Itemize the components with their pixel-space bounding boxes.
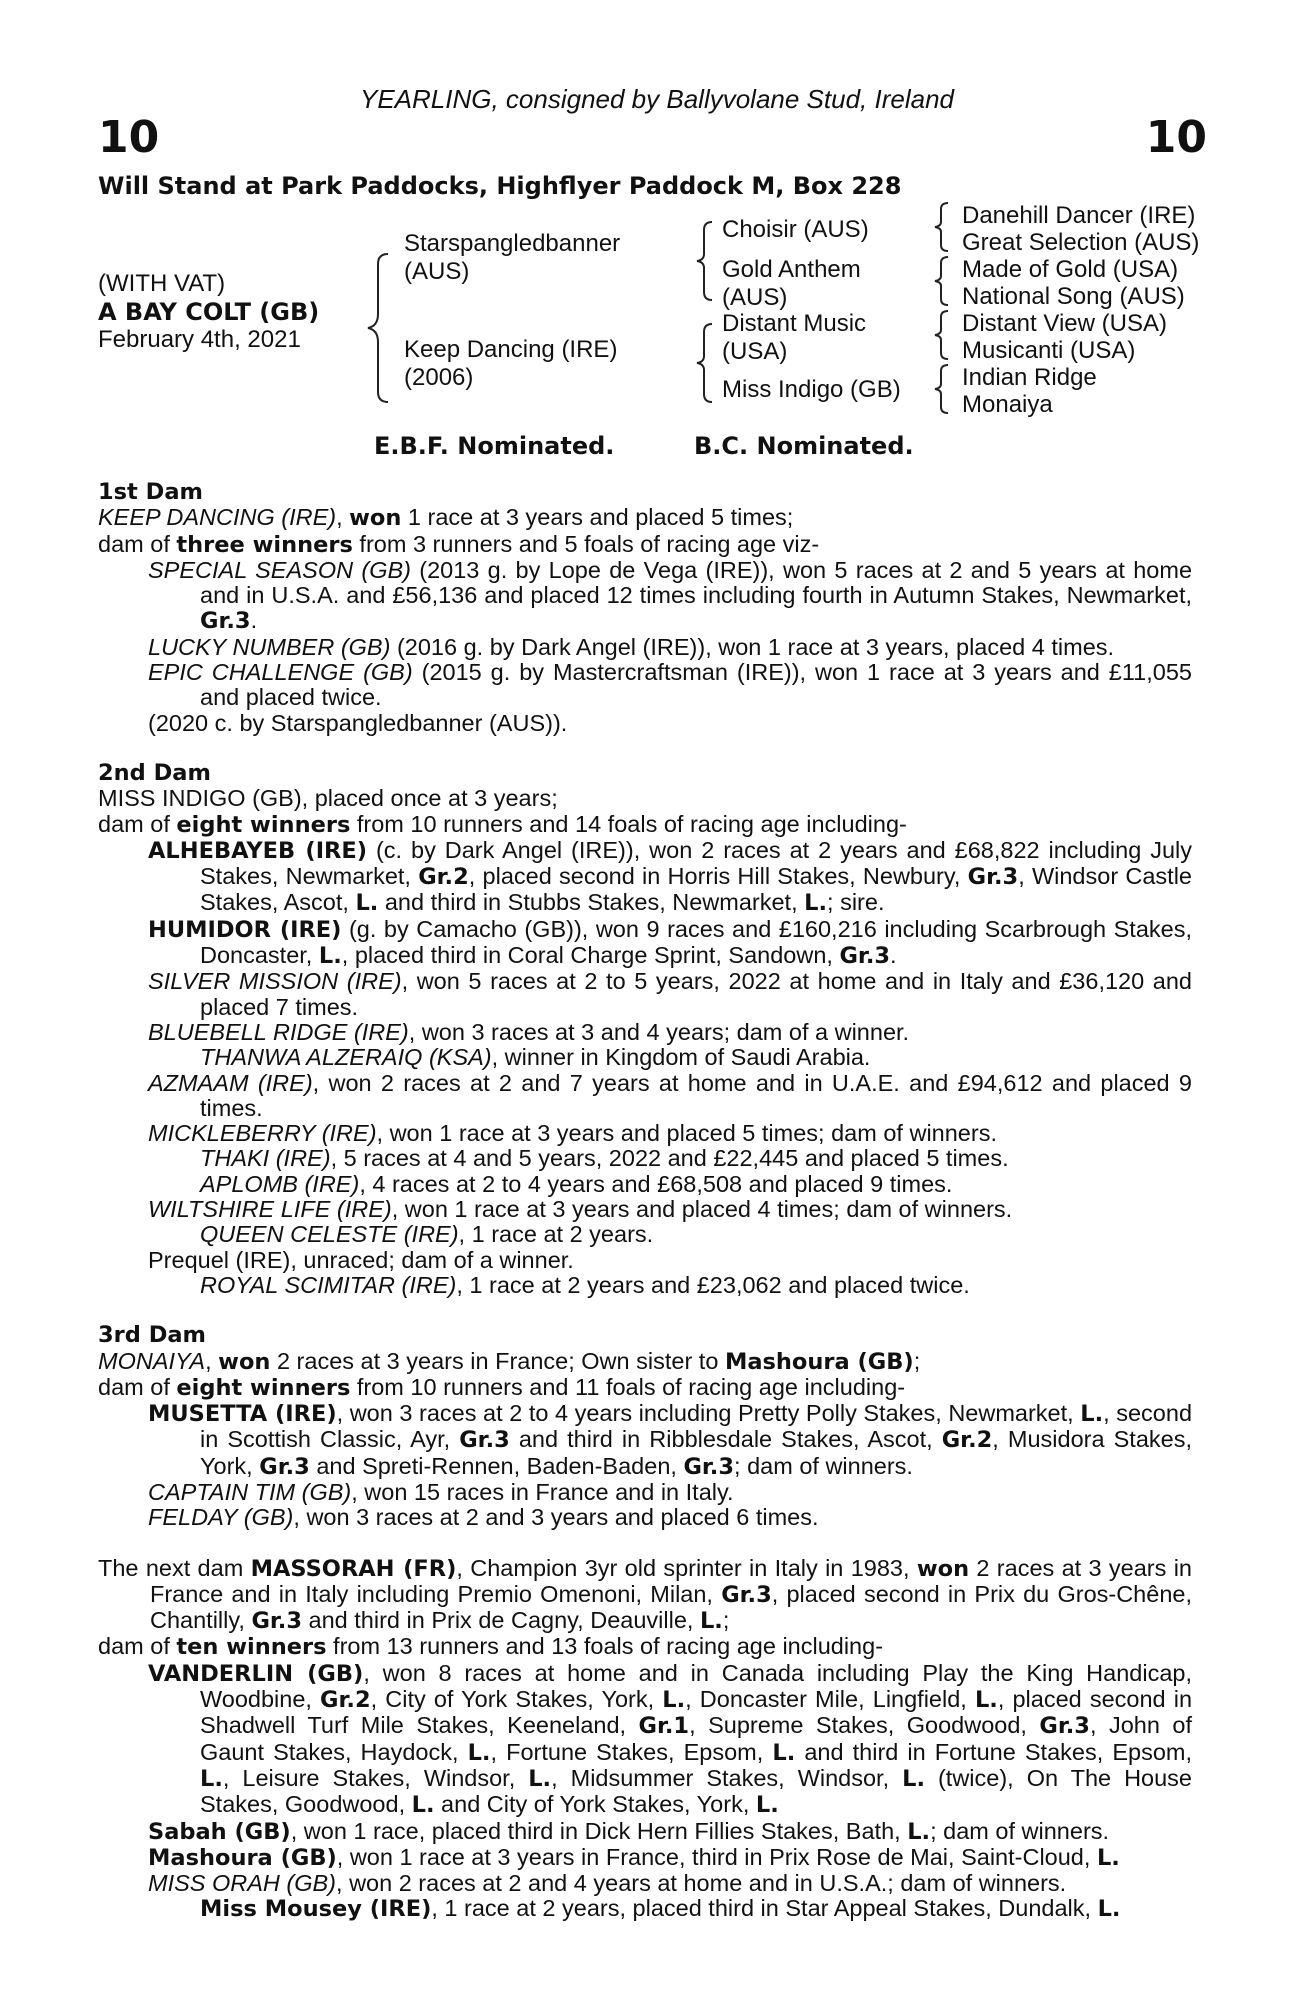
- third-dam-summary: MONAIYA, won 2 races at 3 years in France; Own sister to Mashoura (GB);: [98, 1347, 921, 1375]
- g3-2: Great Selection (AUS): [962, 229, 1200, 256]
- produce-item: Sabah (GB), won 1 race, placed third in Dick Hern Fillies Stakes, Bath, L.; dam of winners.: [148, 1817, 1110, 1845]
- dam-sire: Distant Music (USA): [722, 310, 867, 365]
- vat-note: (WITH VAT): [98, 270, 226, 297]
- brace-g3-1: [932, 200, 952, 254]
- g3-8: Monaiya: [962, 391, 1053, 418]
- g3-7: Indian Ridge: [962, 364, 1097, 391]
- g3-5: Distant View (USA): [962, 310, 1167, 337]
- lot-number-left: 10: [98, 112, 160, 163]
- second-dam-summary: MISS INDIGO (GB), placed once at 3 years;: [98, 785, 558, 812]
- produce-item: MISS ORAH (GB), won 2 races at 2 and 4 years at home and in U.S.A.; dam of winners.: [148, 1870, 1067, 1897]
- produce-item: MUSETTA (IRE), won 3 races at 2 to 4 years including Pretty Polly Stakes, Newmarket, L., second in Scottish Classic, Ayr, Gr.3 and third in Ribblesdale Stakes, Ascot, Gr.2, Musidora Stakes, York, Gr.3 and Spreti-Rennen, Baden-Baden, Gr.3; dam of winners.: [148, 1400, 1193, 1480]
- grand-produce-item: ROYAL SCIMITAR (IRE), 1 race at 2 years and £23,062 and placed twice.: [200, 1271, 970, 1298]
- sire-sire: Choisir (AUS): [722, 216, 869, 243]
- produce-item: AZMAAM (IRE), won 2 races at 2 and 7 years at home and in U.A.E. and £94,612 and placed 9 times.: [148, 1069, 1192, 1121]
- grand-produce-item: THAKI (IRE), 5 races at 4 and 5 years, 2022 and £22,445 and placed 5 times.: [200, 1145, 1009, 1172]
- produce-item: ALHEBAYEB (IRE) (c. by Dark Angel (IRE)), won 2 races at 2 years and £68,822 including July Stakes, Newmarket, Gr.2, placed second in Horris Hill Stakes, Newbury, Gr.3, Windsor Castle Stakes, Ascot, L. and third in Stubbs Stakes, Newmarket, L.; sire.: [148, 836, 1193, 917]
- produce-item: SPECIAL SEASON (GB) (2013 g. by Lope de Vega (IRE)), won 5 races at 2 and 5 years at home and in U.S.A. and £56,136 and placed 12 times including fourth in Autumn Stakes, Newmarket, Gr.3.: [148, 556, 1193, 635]
- produce-item: VANDERLIN (GB), won 8 races at home and in Canada including Play the King Handicap, Woodbine, Gr.2, City of York Stakes, York, L., Doncaster Mile, Lingfield, L., placed second in Shadwell Turf Mile Stakes, Keeneland, Gr.1, Supreme Stakes, Goodwood, Gr.3, John of Gaunt Stakes, Haydock, L., Fortune Stakes, Epsom, L. and third in Fortune Stakes, Epsom, L., Leisure Stakes, Windsor, L., Midsummer Stakes, Windsor, L. (twice), On The House Stakes, Goodwood, L. and City of York Stakes, York, L.: [148, 1659, 1193, 1819]
- brace-g3-3: [932, 308, 952, 362]
- dam-name: Keep Dancing (IRE) (2006): [404, 336, 618, 391]
- lot-number-right: 10: [1145, 112, 1207, 163]
- grand-produce-item: APLOMB (IRE), 4 races at 2 to 4 years and £68,508 and placed 9 times.: [200, 1170, 953, 1197]
- ebf-nomination: E.B.F. Nominated.: [374, 432, 615, 460]
- brace-g3-2: [932, 254, 952, 308]
- first-dam-summary: KEEP DANCING (IRE), won 1 race at 3 years and placed 5 times;: [98, 504, 794, 532]
- brace-dam-line: [694, 320, 716, 406]
- produce-item: CAPTAIN TIM (GB), won 15 races in France and in Italy.: [148, 1478, 734, 1505]
- produce-item: Mashoura (GB), won 1 race at 3 years in France, third in Prix Rose de Mai, Saint-Cloud, L.: [148, 1843, 1120, 1871]
- consignor-line: YEARLING, consigned by Ballyvolane Stud, Ireland: [359, 84, 954, 114]
- g3-3: Made of Gold (USA): [962, 256, 1179, 283]
- second-dam-produce-summary: dam of eight winners from 10 runners and 14 foals of racing age including-: [98, 810, 907, 838]
- produce-item: (2020 c. by Starspangledbanner (AUS)).: [148, 709, 568, 736]
- dam-dam: Miss Indigo (GB): [722, 376, 901, 403]
- stand-location: Will Stand at Park Paddocks, Highflyer Paddock M, Box 228: [98, 172, 902, 200]
- third-dam-produce-summary: dam of eight winners from 10 runners and 11 foals of racing age including-: [98, 1373, 906, 1401]
- sire-dam: Gold Anthem (AUS): [722, 256, 861, 311]
- foaling-date: February 4th, 2021: [98, 326, 301, 353]
- g3-4: National Song (AUS): [962, 283, 1185, 310]
- produce-item: FELDAY (GB), won 3 races at 2 and 3 years and placed 6 times.: [148, 1504, 819, 1531]
- fourth-dam-produce-summary: dam of ten winners from 13 runners and 13 foals of racing age including-: [98, 1633, 884, 1661]
- first-dam-heading: 1st Dam: [98, 479, 203, 505]
- first-dam-produce-summary: dam of three winners from 3 runners and 5 foals of racing age viz-: [98, 530, 820, 558]
- second-dam-heading: 2nd Dam: [98, 759, 211, 786]
- g3-6: Musicanti (USA): [962, 337, 1136, 364]
- catalogue-body: [98, 480, 1192, 1923]
- bc-nomination: B.C. Nominated.: [694, 432, 914, 460]
- produce-item: HUMIDOR (IRE) (g. by Camacho (GB)), won 9 races and £160,216 including Scarbrough Stakes, Doncaster, L., placed third in Coral Charge Sprint, Sandown, Gr.3.: [148, 915, 1192, 970]
- grand-produce-item: Miss Mousey (IRE), 1 race at 2 years, placed third in Star Appeal Stakes, Dundalk, L.: [200, 1895, 1121, 1923]
- produce-item: EPIC CHALLENGE (GB) (2015 g. by Mastercraftsman (IRE)), won 1 race at 3 years and £11,055 and placed twice.: [148, 659, 1192, 711]
- produce-item: SILVER MISSION (IRE), won 5 races at 2 to 5 years, 2022 at home and in Italy and £36,120 and placed 7 times.: [148, 968, 1192, 1020]
- fourth-dam-summary: The next dam MASSORAH (FR), Champion 3yr old sprinter in Italy in 1983, won 2 races at 3 years in France and in Italy including Premio Omenoni, Milan, Gr.3, placed second in Prix du Gros-Chêne, Chantilly, Gr.3 and third in Prix de Cagny, Deauville, L.;: [98, 1554, 1192, 1635]
- brace-g3-4: [932, 362, 952, 416]
- produce-item: WILTSHIRE LIFE (IRE), won 1 race at 3 years and placed 4 times; dam of winners.: [148, 1196, 1013, 1223]
- produce-item: BLUEBELL RIDGE (IRE), won 3 races at 3 and 4 years; dam of a winner.: [148, 1018, 910, 1045]
- grand-produce-item: QUEEN CELESTE (IRE), 1 race at 2 years.: [200, 1221, 654, 1248]
- grand-produce-item: THANWA ALZERAIQ (KSA), winner in Kingdom of Saudi Arabia.: [200, 1044, 871, 1071]
- lot-name: A BAY COLT (GB): [98, 298, 320, 326]
- sire-name: Starspangledbanner (AUS): [404, 230, 621, 285]
- produce-item: MICKLEBERRY (IRE), won 1 race at 3 years and placed 5 times; dam of winners.: [148, 1120, 997, 1147]
- brace-sire-line: [694, 218, 716, 304]
- brace-generation-1: [364, 248, 394, 408]
- produce-item: Prequel (IRE), unraced; dam of a winner.: [148, 1246, 574, 1273]
- third-dam-heading: 3rd Dam: [98, 1322, 206, 1349]
- g3-1: Danehill Dancer (IRE): [962, 202, 1196, 229]
- produce-item: LUCKY NUMBER (GB) (2016 g. by Dark Angel (IRE)), won 1 race at 3 years, placed 4 times.: [148, 633, 1115, 660]
